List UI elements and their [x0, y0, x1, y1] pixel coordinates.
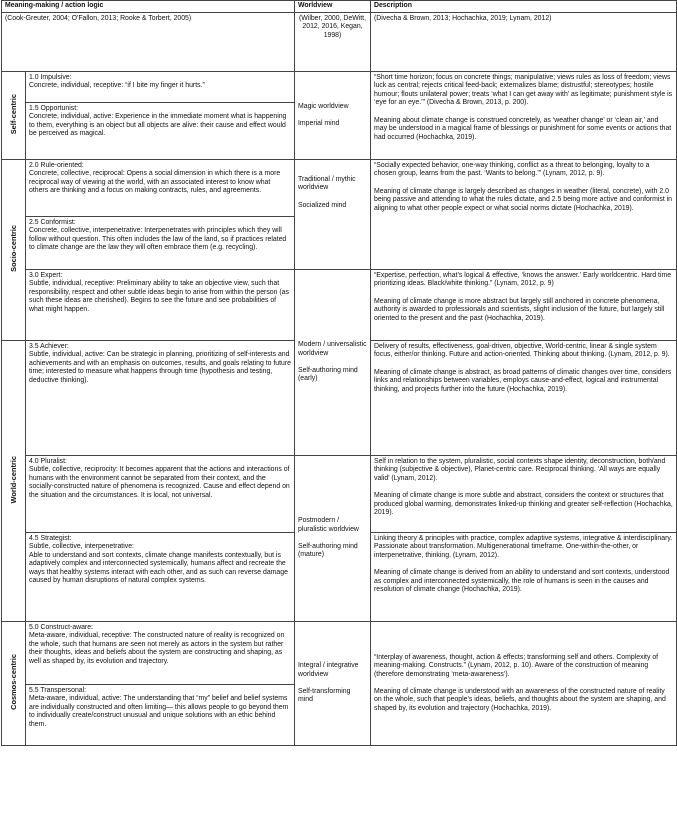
description-climate: Meaning about climate change is construed concretely, as ‘weather change’ or ‘clean air,’ and may be understood in a magical frame of blessings or punishment for some events or actions that had occurred (Hochachka, 2019). — [374, 116, 672, 141]
stage-body: Concrete, individual, receptive: “if I bite my finger it hurts.” — [29, 82, 205, 90]
stage-2-0 — [26, 160, 295, 217]
meaning-making-table — [1, 0, 677, 746]
worldview-label: Magic worldview — [298, 102, 349, 110]
citation-meaning-making: (Cook-Greuter, 2004; O'Fallon, 2013; Rooke & Torbert, 2005) — [2, 13, 295, 72]
citation-worldview: (Wilber, 2000, DeWitt, 2012, 2016, Kegan, 1998) — [295, 13, 371, 72]
stage-body: Subtle, individual, receptive: Preliminary ability to take an objective view, such that responsibility, respect and other subtle ideas begin to arise from within the person (as such these ideas are cherished). Begins to see the future and see probabilities of what might happen. — [29, 280, 289, 313]
stage-5-0 — [26, 622, 295, 685]
stage-4-0 — [26, 456, 295, 533]
stage-2-5 — [26, 217, 295, 270]
mind-label: Socialized mind — [298, 201, 347, 209]
table-row — [2, 72, 677, 103]
description-climate: Meaning of climate change is largely described as changes in weather (literal, concrete), with 2.0 being passive and attending to what the rules dictate, and 2.5 being more active and conformist in aligning to what other people expect or what social norms dictate (Hochachka, 2019). — [374, 187, 673, 212]
description-quote: “Expertise, perfection, what’s logical & effective, ‘knows the answer.’ Early worldcentric. Hard time prioritizing ideas. Black/white thinking.” (Lynam, 2012, p. 9) — [374, 272, 672, 288]
worldview-label: Integral / integrative worldview — [298, 662, 359, 678]
stage-body: Subtle, collective, reciprocity: It becomes apparent that the actions and interactions of humans with the environment cannot be separated from their context, and the socially-constructed nature of phenomena is recognized. Cause and effect depend on the situation and the circumstances. It is local, not universal. — [29, 466, 290, 499]
worldview-label: Postmodern / pluralistic worldview — [298, 517, 359, 533]
description-expert — [371, 270, 677, 341]
worldview-modern — [295, 270, 371, 456]
stage-title: 3.5 Achiever: — [29, 343, 69, 350]
worldview-label: Traditional / mythic worldview — [298, 176, 356, 192]
category-label: Cosmos-centric — [8, 653, 18, 710]
category-self-centric — [2, 72, 26, 160]
stage-1-0 — [26, 72, 295, 103]
stage-title: 5.0 Construct-aware: — [29, 624, 93, 631]
stage-title: 3.0 Expert: — [29, 272, 63, 279]
stage-title: 1.5 Opportunist: — [29, 105, 79, 112]
description-pluralist — [371, 456, 677, 533]
stage-4-5 — [26, 533, 295, 622]
mind-label: Self-transforming mind — [298, 688, 351, 704]
stage-title: 2.0 Rule-oriented: — [29, 162, 84, 169]
category-label: Self-centric — [8, 93, 18, 134]
description-quote: “Short time horizon; focus on concrete things; manipulative; views rules as loss of freedom; views luck as central; rejects critical feed-back; externalizes blame; distrustful; stereotypes; hostile humour; flouts unilateral power; treats ‘what I can get away with’ as legitimate; punishment style is ‘eye for an eye.’” (Divecha & Brown, 2013, p. 200). — [374, 74, 673, 107]
stage-body: Concrete, collective, reciprocal: Opens a social dimension in which there is a more reciprocal way of viewing at the world, with an associated interest to know what others are thinking and a focus on making contracts, rules, and agreements. — [29, 170, 281, 195]
stage-body: Able to understand and sort contexts, climate change manifests contextually, but is adaptively complex and interconnected systemically, humans affect and recreate the ways that healthy systems interact with each other, and as such can reverse damage caused by human disruptions of natural complex systems. — [29, 551, 288, 585]
stage-1-5 — [26, 103, 295, 160]
worldview-integral — [295, 622, 371, 746]
table-row — [2, 270, 677, 341]
header-description: Description — [371, 1, 677, 13]
stage-body: Concrete, individual, active: Experience in the immediate moment what is happening to them, everything is an object but all objects are alive: their cause and effect would be perceived as magical. — [29, 113, 287, 138]
stage-5-5 — [26, 685, 295, 746]
header-meaning-making: Meaning-making / action logic — [2, 1, 295, 13]
description-strategist — [371, 533, 677, 622]
description-socio-centric — [371, 160, 677, 270]
stage-3-5 — [26, 341, 295, 456]
description-cosmos-centric — [371, 622, 677, 746]
stage-body: Concrete, collective, interpenetrative: Interpenetrates with principles which they will follow without question. This often includes the law of the land, so if practices related to climate change are the law they will often embrace them (e.g. recycling). — [29, 227, 287, 252]
mind-label: Self-authoring mind (early) — [298, 367, 358, 383]
category-socio-centric — [2, 160, 26, 341]
stage-title: 4.0 Pluralist: — [29, 458, 67, 465]
description-climate: Meaning of climate change is derived from an ability to understand and sort contexts, understood as complex and interconnected systemically, the role of humans is seen in the causes and resolution of climate change (Hochachka, 2019). — [374, 569, 670, 594]
description-quote: Linking theory & principles with practice, complex adaptive systems, integrative & interdisciplinary. Passionate about transformation. Multigenerational timeframe. One-within-the-other, or interpenetrative, thinking. (Lynam, 2012). — [374, 535, 673, 559]
description-climate: Meaning of climate change is abstract, as broad patterns of climatic changes over time, considers links and relationships between variables, employs cause-and-effect, logical and instrumental thinking, and projects further into the future (Hochachka, 2019). — [374, 368, 672, 393]
stage-body: Meta-aware, individual, active: The understanding that “my” belief and belief systems are individually constructed and often limiting— this allows people to go beyond them to individually create/construct unusual and unique solutions with an ethic behind them. — [29, 695, 289, 728]
category-label: Socio-centric — [8, 224, 18, 272]
description-self-centric — [371, 72, 677, 160]
stage-body: Meta-aware, individual, receptive: The constructed nature of reality is recognized on the whole, such that humans are seen not merely as actors in the system but rather their thoughts, ideas and beliefs about the system are constructing and shaping, as well as shaped by, its evolution and trajectory. — [29, 632, 285, 665]
stage-body: Subtle, individual, active: Can be strategic in planning, prioritizing of self-interests and achievements and with an emphasis on outcomes, results, and goals relating to future time; interested to measure what happens through time (hypothesis and testing, deductive thinking). — [29, 351, 291, 384]
stage-subtitle: Subtle, collective, interpenetrative: — [29, 543, 134, 551]
citation-description: (Divecha & Brown, 2013; Hochachka, 2019; Lynam, 2012) — [371, 13, 677, 72]
stage-title: 1.0 Impulsive: — [29, 74, 72, 81]
stage-3-0 — [26, 270, 295, 341]
stage-title: 2.5 Conformist: — [29, 219, 76, 226]
description-quote: Delivery of results, effectiveness, goal-driven, objective, World-centric, linear & single system focus, either/or thinking. Future and action-oriented. Thinking about thinking. (Lynam, 2012, p. 9). — [374, 343, 670, 359]
category-world-centric — [2, 341, 26, 622]
citation-row — [2, 13, 677, 72]
table-row — [2, 622, 677, 685]
header-worldview: Worldview — [295, 1, 371, 13]
mind-label: Imperial mind — [298, 120, 340, 127]
description-quote: Self in relation to the system, pluralistic, social contexts shape identity, deconstruction, both/and thinking (subjective & objective), Planet-centric care. Reciprocal thinking. ‘All ways are equally valid’ (Lynam, 2012). — [374, 458, 666, 482]
category-cosmos-centric — [2, 622, 26, 746]
description-quote: “Interplay of awareness, thought, action & effects; transforming self and others. Complexity of meaning-making. Constructs.” (Lynam, 2012, p. 10). Aware of the construction of meaning (therefore demonstrating ‘meta-awareness’). — [374, 653, 659, 678]
stage-title: 5.5 Transpersonal: — [29, 687, 87, 694]
table-row — [2, 160, 677, 217]
stage-title: 4.5 Strategist: — [29, 535, 72, 542]
description-climate: Meaning of climate change is more subtle and abstract, considers the context or structures that produced global warming, demonstrates linked-up thinking and greater self-reflection (Hochachka, 2019). — [374, 492, 673, 517]
description-quote: “Socially expected behavior, one-way thinking, conflict as a threat to belonging, loyalty to a chosen group, learns from the past. ‘Wants to belong.’” (Lynam, 2012, p. 9). — [374, 162, 650, 178]
worldview-traditional — [295, 160, 371, 270]
category-label: World-centric — [8, 455, 18, 504]
header-row — [2, 1, 677, 13]
worldview-label: Modern / universalistic worldview — [298, 341, 367, 357]
description-climate: Meaning of climate change is understood with an awareness of the constructed nature of reality on the whole, such that people’s ideas, beliefs, and thoughts about the system are shaping, and shaped by, its evolution and trajectory (Hochachka, 2019). — [374, 688, 666, 712]
description-climate: Meaning of climate change is more abstract but largely still anchored in concrete phenomena, authority is awarded to professionals and scientists, slight inclusion of the future, but largely still oriented to the present and the past (Hochachka, 2019). — [374, 297, 665, 322]
mind-label: Self-authoring mind (mature) — [298, 543, 358, 559]
worldview-magic — [295, 72, 371, 160]
table-row — [2, 456, 677, 533]
worldview-postmodern — [295, 456, 371, 622]
description-achiever — [371, 341, 677, 456]
